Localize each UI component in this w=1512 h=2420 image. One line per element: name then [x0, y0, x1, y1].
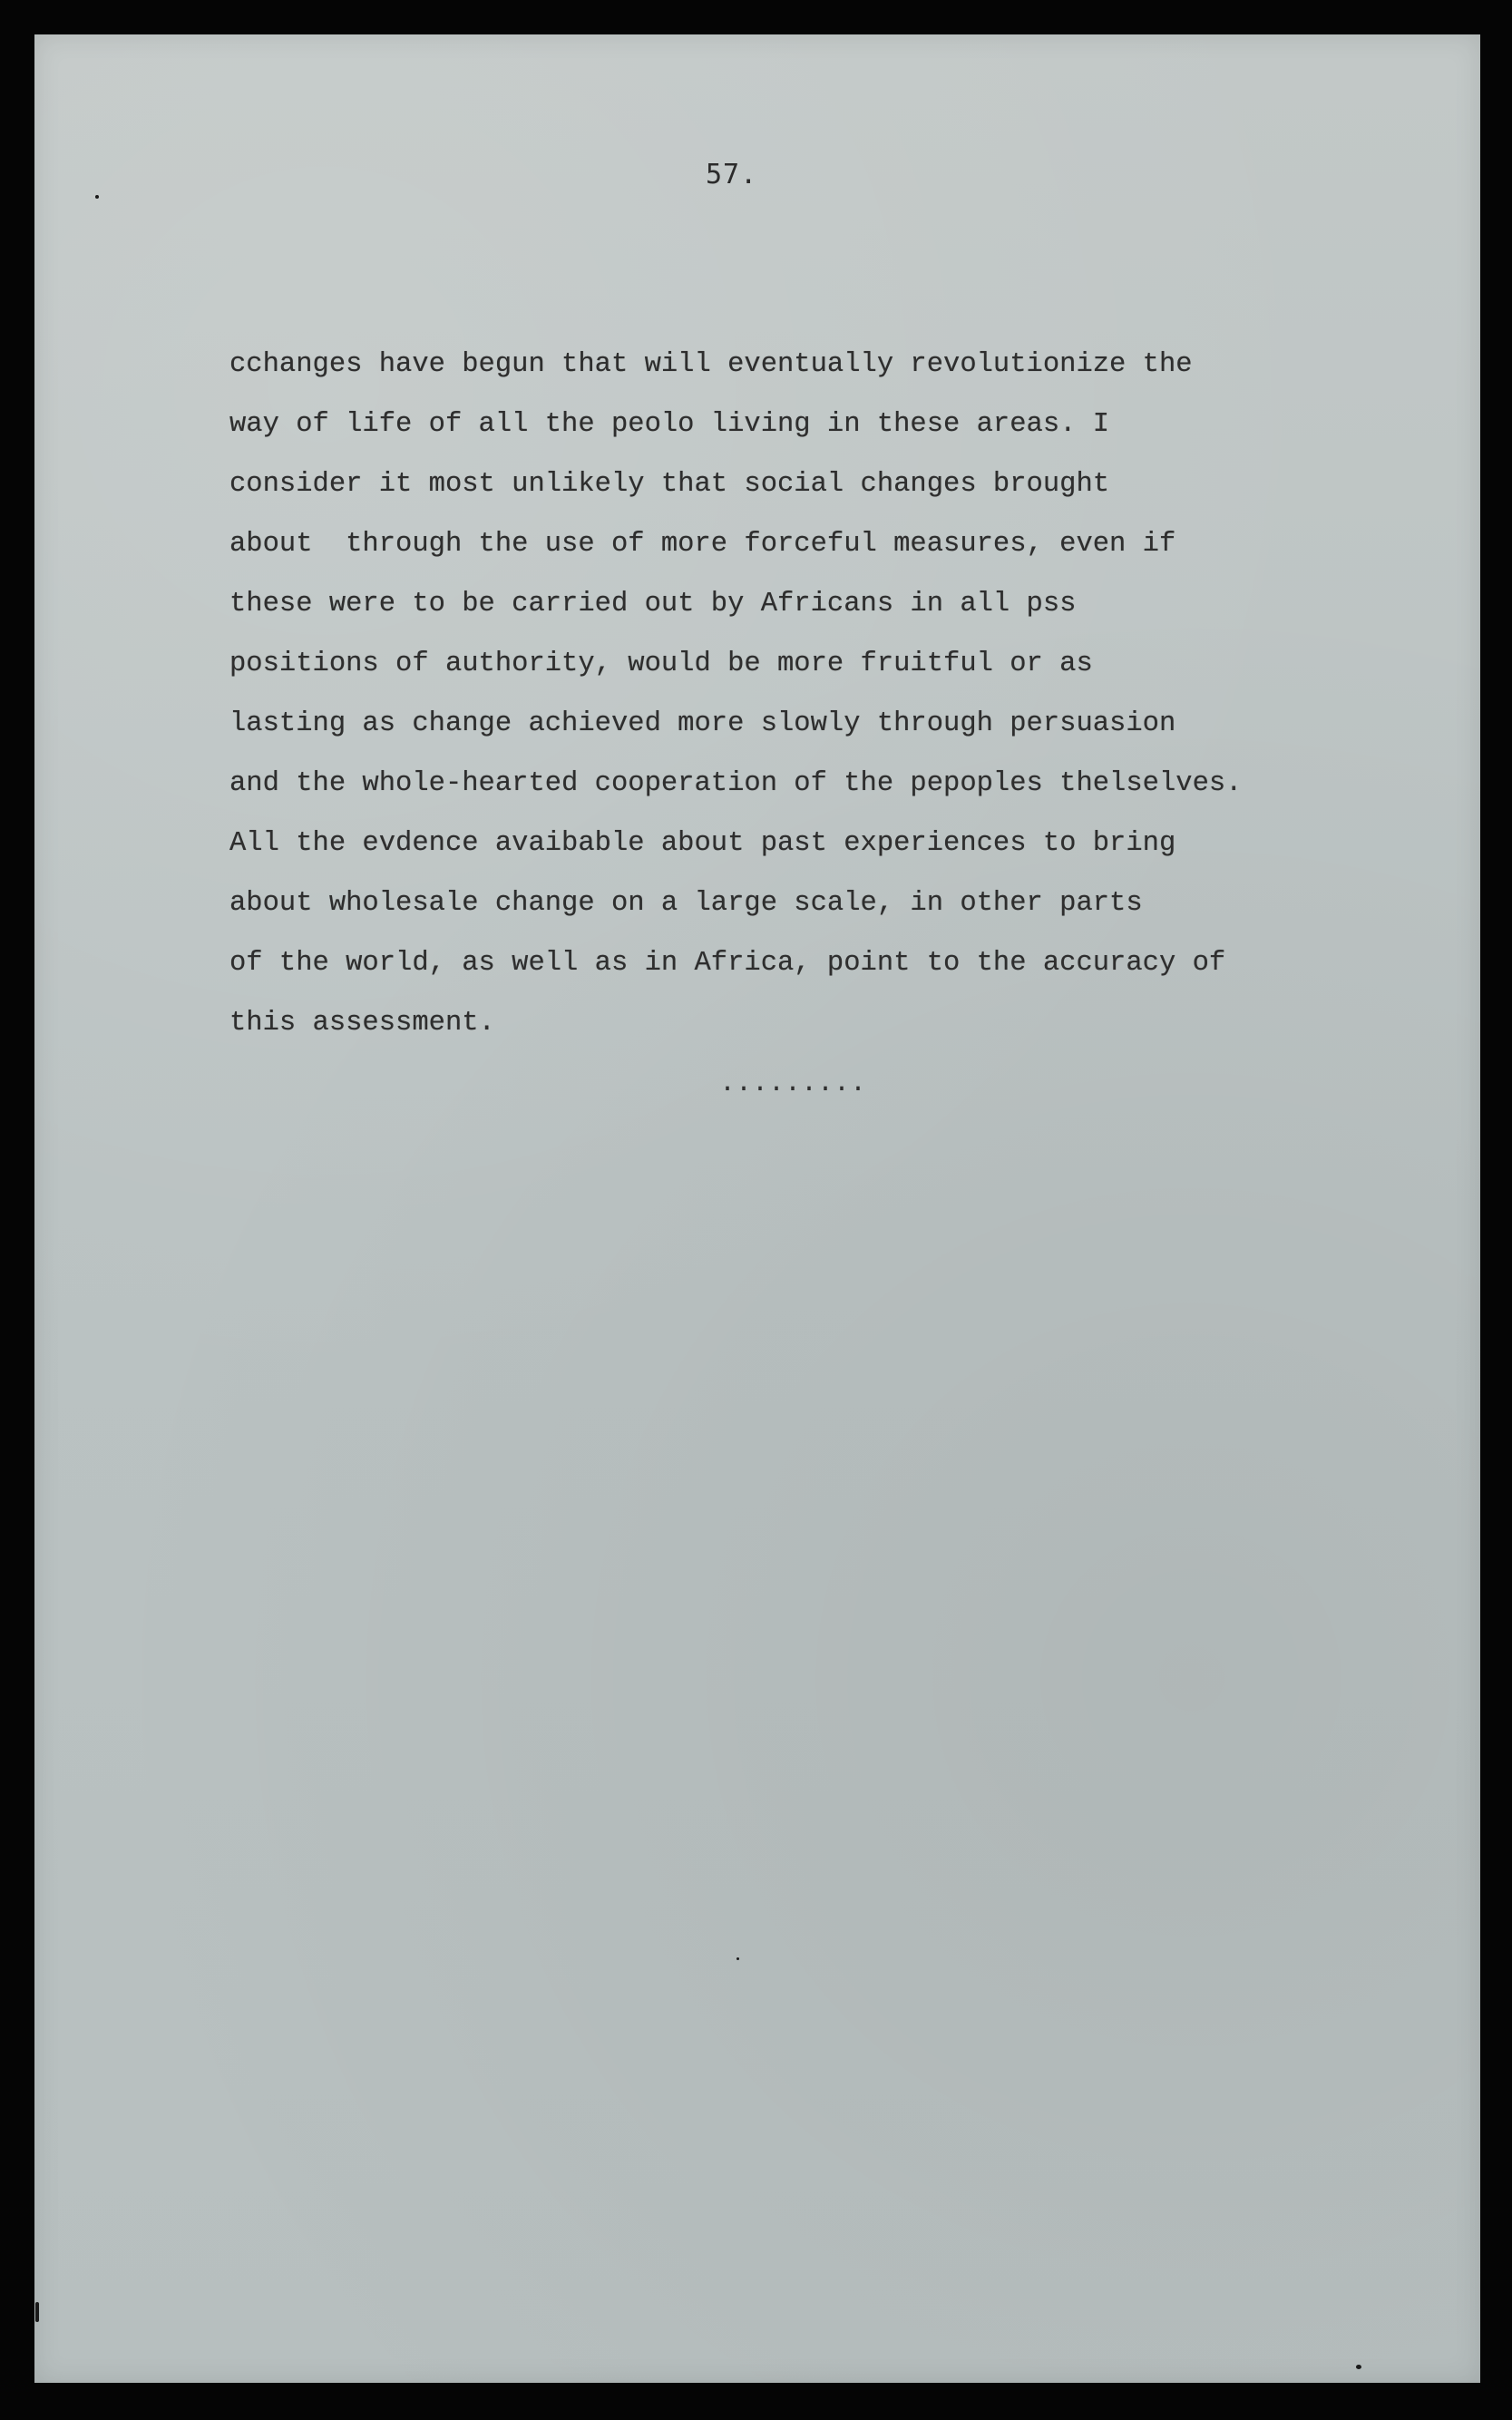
paper-speck: [95, 195, 99, 199]
paper-speck: [736, 1957, 739, 1960]
text-line: about wholesale change on a large scale, in other parts: [229, 888, 1143, 919]
text-line: consider it most unlikely that social changes brought: [229, 469, 1110, 500]
page-number: 57.: [706, 159, 758, 190]
text-line: All the evdence avaibable about past experiences to bring: [229, 828, 1176, 859]
paper-speck: [1356, 2365, 1361, 2369]
text-line: cchanges have begun that will eventually revolutionize the: [229, 349, 1193, 380]
text-line: of the world, as well as in Africa, point to the accuracy of: [229, 948, 1226, 979]
text-line: this assessment.: [229, 1008, 495, 1039]
paper-speck: [35, 2302, 39, 2322]
text-line: these were to be carried out by Africans in all pss: [229, 589, 1077, 620]
text-line: positions of authority, would be more fruitful or as: [229, 649, 1093, 679]
text-line: and the whole-hearted cooperation of the pepoples thelselves.: [229, 768, 1243, 799]
text-line: about through the use of more forceful measures, even if: [229, 529, 1176, 560]
dotted-separator: .........: [719, 1069, 867, 1099]
body-paragraph: [229, 335, 1409, 1053]
text-line: lasting as change achieved more slowly through persuasion: [229, 708, 1176, 739]
text-line: way of life of all the peolo living in these areas. I: [229, 409, 1110, 440]
